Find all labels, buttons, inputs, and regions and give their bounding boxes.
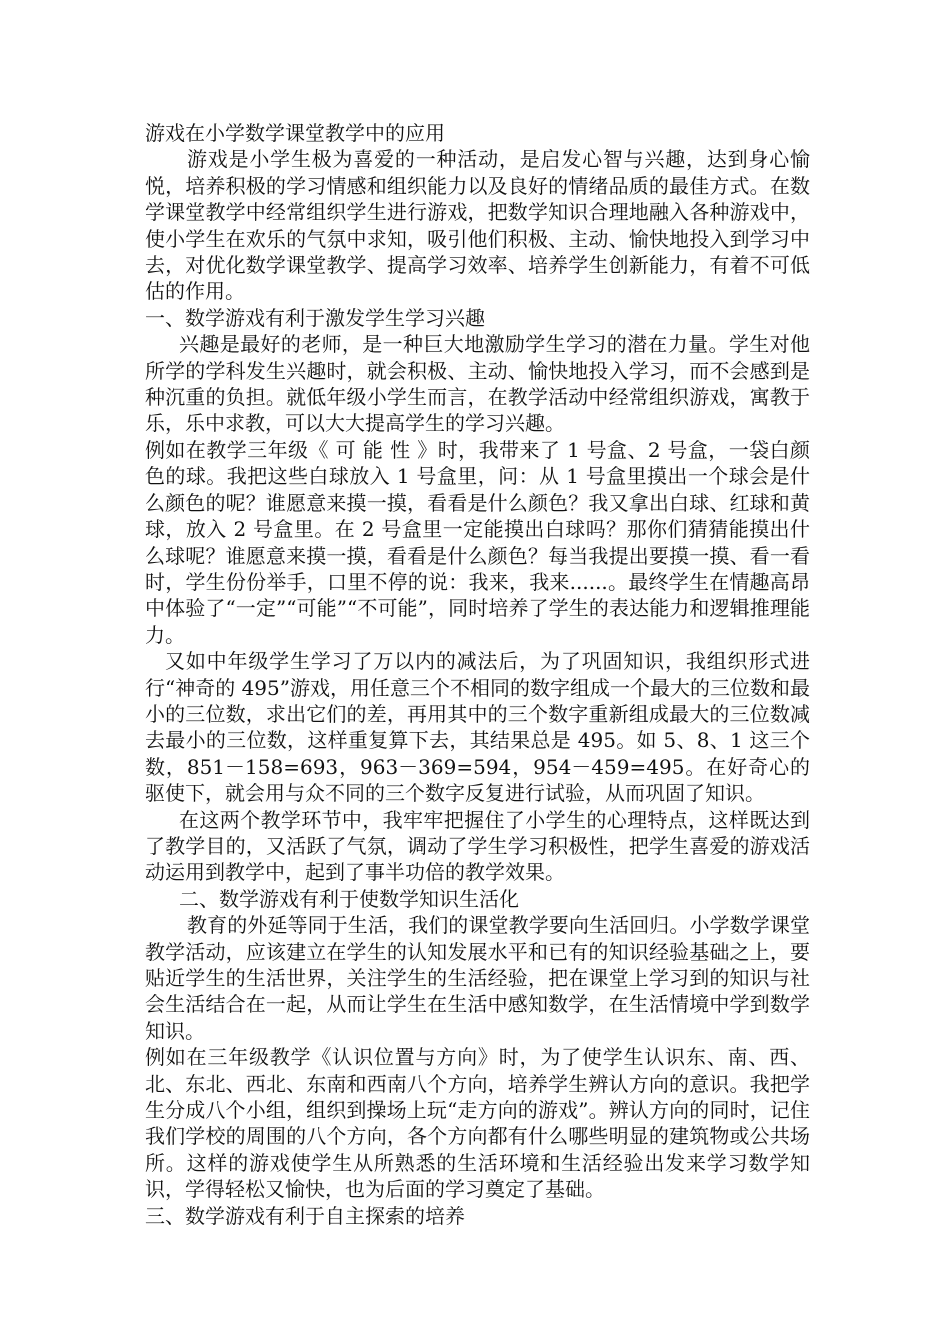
body-paragraph: 例如在三年级教学《认识位置与方向》时，为了使学生认识东、南、西、北、东北、西北、东南和西南八个方向，培养学生辨认方向的意识。我把学生分成八个小组，组织到操场上玩“走方向的游戏”。辨认方向的同时，记住我们学校的周围的八个方向，各个方向都有什么哪些明显的建筑物或公共场所。这样的游戏使学生从所熟悉的生活环境和生活经验出发来学习数学知识，学得轻松又愉快，也为后面的学习奠定了基础。	[145, 1045, 810, 1202]
intro-paragraph: 游戏是小学生极为喜爱的一种活动，是启发心智与兴趣，达到身心愉悦，培养积极的学习情感和组织能力以及良好的情绪品质的最佳方式。在数学课堂教学中经常组织学生进行游戏，把数学知识合理地融入各种游戏中，使小学生在欢乐的气氛中求知，吸引他们积极、主动、愉快地投入到学习中去，对优化数学课堂教学、提高学习效率、培养学生创新能力，有着不可低估的作用。	[145, 147, 810, 304]
section-heading-1: 一、数学游戏有利于激发学生学习兴趣	[145, 305, 485, 330]
body-paragraph: 兴趣是最好的老师，是一种巨大地激励学生学习的潜在力量。学生对他所学的学科发生兴趣时，就会积极、主动、愉快地投入学习，而不会感到是种沉重的负担。就低年级小学生而言，在教学活动中经常组织游戏，寓教于乐，乐中求教，可以大大提高学生的学习兴趣。	[145, 332, 810, 436]
section-heading-2: 二、数学游戏有利于使数学知识生活化	[179, 886, 519, 911]
body-paragraph: 又如中年级学生学习了万以内的减法后，为了巩固知识，我组织形式进行“神奇的 495”游戏，用任意三个不相同的数字组成一个最大的三位数和最小的三位数，求出它们的差，再用其中的三个数字重新组成最大的三位数减去最小的三位数，这样重复算下去，其结果总是 495。如 5、8、1 这三个数，851－158=693，963－369=594，954－459=495。在好奇心的驱使下，就会用与众不同的三个数字反复进行试验，从而巩固了知识。	[145, 649, 810, 806]
section-heading-3: 三、数学游戏有利于自主探索的培养	[145, 1203, 465, 1228]
document-body	[145, 120, 810, 1229]
body-paragraph: 例如在教学三年级《 可 能 性 》时，我带来了 1 号盒、2 号盒，一袋白颜色的球。我把这些白球放入 1 号盒里，问：从 1 号盒里摸出一个球会是什么颜色的呢？谁愿意来摸一摸，看看是什么颜色？我又拿出白球、红球和黄球，放入 2 号盒里。在 2 号盒里一定能摸出白球吗？那你们猜猜能摸出什么球呢？谁愿意来摸一摸，看看是什么颜色？每当我提出要摸一摸、看一看时，学生份份举手，口里不停的说：我来，我来......。最终学生在情趣高昂中体验了“一定”“可能”“不可能”，同时培养了学生的表达能力和逻辑推理能力。	[145, 437, 810, 647]
body-paragraph: 教育的外延等同于生活，我们的课堂教学要向生活回归。小学数学课堂教学活动，应该建立在学生的认知发展水平和已有的知识经验基础之上，要贴近学生的生活世界，关注学生的生活经验，把在课堂上学习到的知识与社会生活结合在一起，从而让学生在生活中感知数学，在生活情境中学到数学知识。	[145, 913, 810, 1043]
document-title: 游戏在小学数学课堂教学中的应用	[145, 121, 445, 145]
body-paragraph: 在这两个教学环节中，我牢牢把握住了小学生的心理特点，这样既达到了教学目的，又活跃了气氛，调动了学生学习积极性，把学生喜爱的游戏活动运用到教学中，起到了事半功倍的教学效果。	[145, 807, 810, 885]
